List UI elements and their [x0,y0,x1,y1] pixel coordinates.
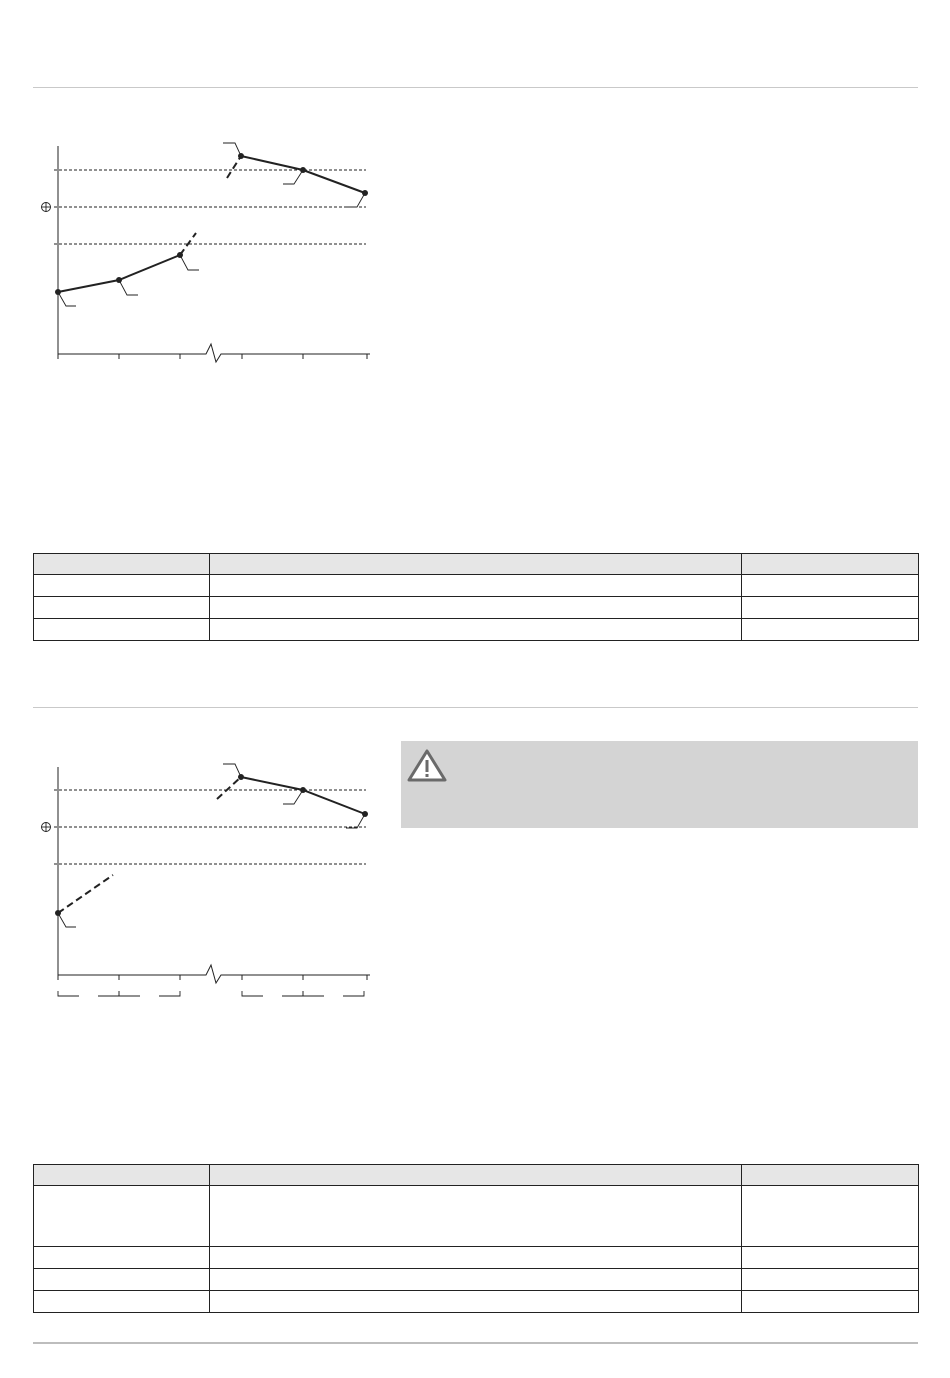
footer-rule [33,1342,918,1344]
table-header-cell [34,1165,210,1186]
table-cell [34,597,210,619]
data-points [55,774,368,916]
table-cell [210,1269,742,1291]
reference-lines [54,790,366,864]
table-header-cell [742,554,919,575]
table-cell [210,1186,742,1247]
chart-1 [30,130,375,370]
chart-1-svg [30,130,375,370]
section-rule [33,707,918,708]
crosshair-circle-icon [41,202,51,212]
axes [58,767,370,983]
table-row [34,597,919,619]
table-cell [742,575,919,597]
table-header-cell [742,1165,919,1186]
table-header-cell [210,1165,742,1186]
top-rule [33,87,918,88]
spec-table-2 [33,1164,919,1313]
table-row [34,619,919,641]
table-cell [210,597,742,619]
table-cell [742,1269,919,1291]
table-cell [34,619,210,641]
table-cell [742,597,919,619]
reference-lines [54,170,366,244]
data-points [55,153,368,295]
table-cell [742,1291,919,1313]
table-cell [34,1269,210,1291]
table-cell [34,1247,210,1269]
table-cell [742,1186,919,1247]
table-row [34,1247,919,1269]
table-cell [210,1247,742,1269]
table-cell [34,1186,210,1247]
chart-2-svg [30,751,375,1006]
table-cell [210,575,742,597]
callout-leaders [58,764,365,927]
table-cell [742,619,919,641]
table-row [34,1186,919,1247]
callout-leaders [58,143,365,306]
warning-note [401,741,918,828]
table-cell [210,1291,742,1313]
table-cell [34,1291,210,1313]
table-header-cell [210,554,742,575]
series-lines [58,156,365,292]
table-header-row [34,554,919,575]
table-header-cell [34,554,210,575]
table-header-row [34,1165,919,1186]
table-row [34,575,919,597]
table-cell [210,619,742,641]
table-cell [742,1247,919,1269]
table-cell [34,575,210,597]
interval-brackets [58,991,364,996]
crosshair-circle-icon [41,822,51,832]
warning-triangle-icon [407,749,447,788]
series-lines [58,777,365,913]
spec-table-1 [33,553,919,641]
chart-2 [30,751,375,1006]
table-row [34,1291,919,1313]
table-row [34,1269,919,1291]
